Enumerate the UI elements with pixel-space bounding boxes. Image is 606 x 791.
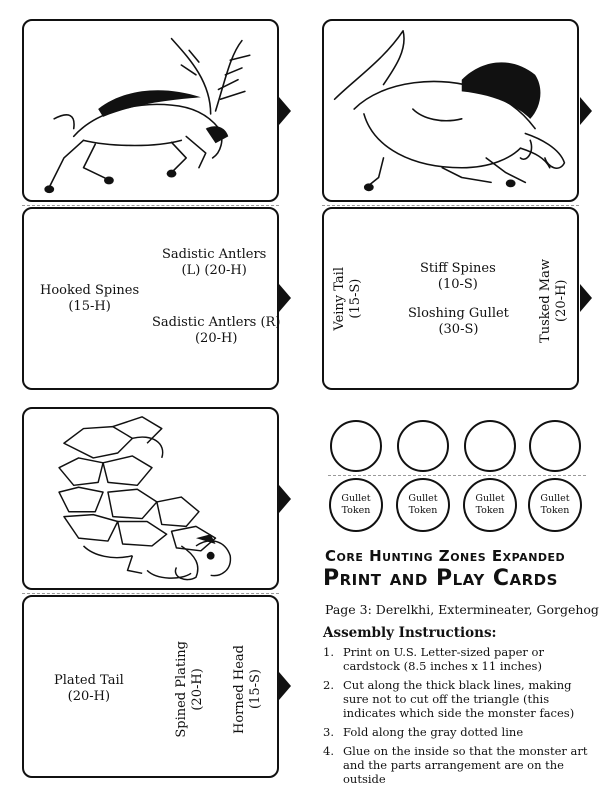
token-back-circle — [397, 420, 449, 472]
facing-triangle — [279, 97, 291, 125]
assembly-step: 4. Glue on the inside so that the monster art and the parts arrangement are on the outside — [323, 744, 588, 786]
extermineater-art-card — [322, 19, 579, 202]
part-tusked-maw: Tusked Maw (20-H) — [538, 259, 569, 343]
part-sadistic-antlers-right: Sadistic Antlers (R) (20-H) — [152, 315, 281, 346]
token-back-circle — [330, 420, 382, 472]
fold-line — [322, 205, 579, 206]
gullet-token: Gullet Token — [396, 478, 450, 532]
fold-line — [22, 205, 279, 206]
token-fold-line — [328, 475, 586, 476]
fold-line — [22, 593, 279, 594]
part-stiff-spines: Stiff Spines (10-S) — [420, 261, 496, 292]
assembly-step: 2. Cut along the thick black lines, making sure not to cut off the triangle (this indicates which side the monster faces) — [323, 678, 575, 720]
part-horned-head: Horned Head (15-S) — [232, 645, 263, 735]
gorgehog-art-card — [22, 407, 279, 590]
assembly-step: 1. Print on U.S. Letter-sized paper or cardstock (8.5 inches x 11 inches) — [323, 645, 544, 673]
gorgehog-parts-card — [22, 595, 279, 778]
armored-spiny-monster-art — [24, 409, 277, 588]
token-back-circle — [464, 420, 516, 472]
assembly-steps — [323, 645, 593, 791]
tusked-boar-monster-art — [324, 21, 577, 200]
part-sloshing-gullet: Sloshing Gullet (30-S) — [408, 306, 509, 337]
part-hooked-spines: Hooked Spines (15-H) — [40, 283, 140, 314]
elk-monster-with-antlers-art — [24, 21, 277, 200]
part-spined-plating: Spined Plating (20-H) — [174, 641, 205, 738]
facing-triangle — [279, 284, 291, 312]
gullet-token: Gullet Token — [463, 478, 517, 532]
assembly-step: 3. Fold along the gray dotted line — [323, 725, 524, 739]
page-subtitle: Page 3: Derelkhi, Extermineater, Gorgehog — [325, 602, 599, 617]
page-title-line1: Core Hunting Zones Expanded — [325, 547, 566, 565]
facing-triangle — [580, 284, 592, 312]
page-title-line2: Print and Play Cards — [323, 566, 558, 591]
derelkhi-art-card — [22, 19, 279, 202]
part-sadistic-antlers-left: Sadistic Antlers (L) (20-H) — [162, 247, 267, 278]
assembly-heading: Assembly Instructions: — [323, 625, 497, 641]
facing-triangle — [279, 485, 291, 513]
gullet-token: Gullet Token — [528, 478, 582, 532]
gullet-token: Gullet Token — [329, 478, 383, 532]
part-plated-tail: Plated Tail (20-H) — [54, 673, 124, 704]
extermineater-parts-card — [322, 207, 579, 390]
token-back-circle — [529, 420, 581, 472]
facing-triangle — [580, 97, 592, 125]
part-veiny-tail: Veiny Tail (15-S) — [332, 267, 363, 331]
facing-triangle — [279, 672, 291, 700]
derelkhi-parts-card — [22, 207, 279, 390]
